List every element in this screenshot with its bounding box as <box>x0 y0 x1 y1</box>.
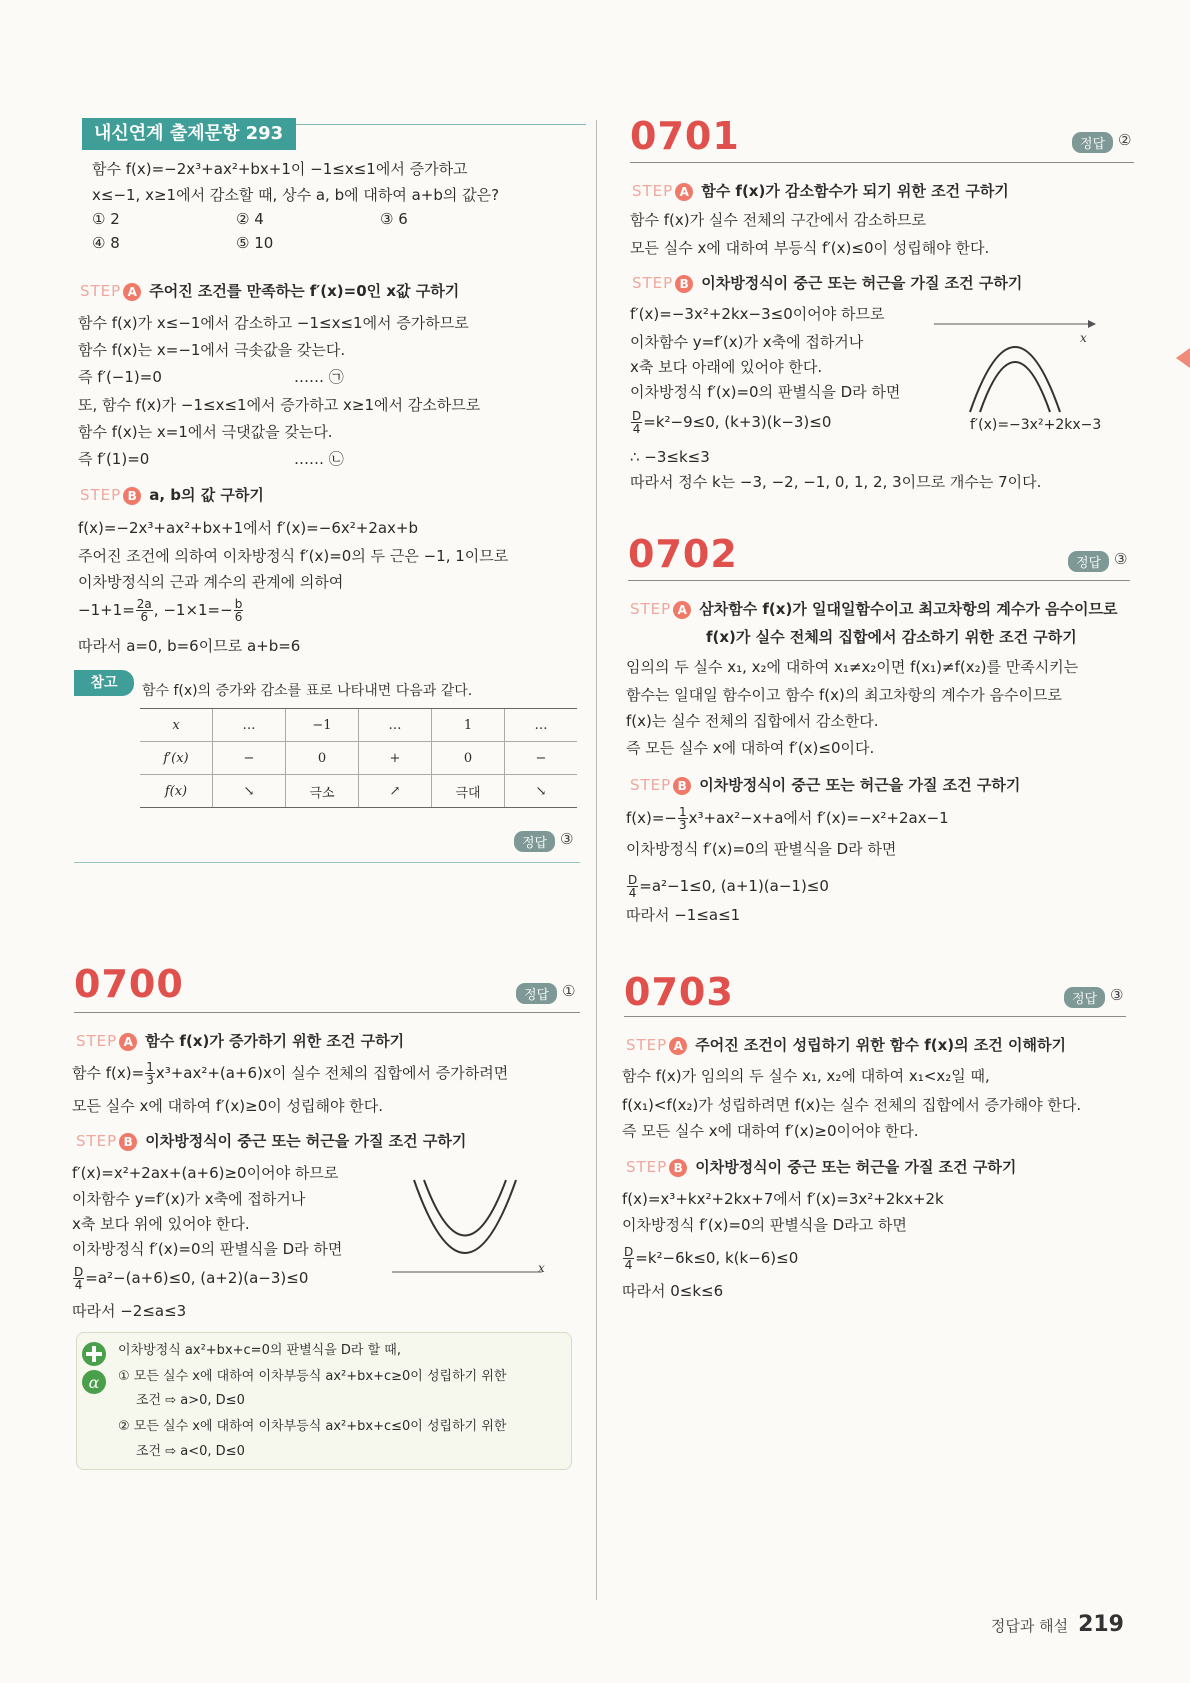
step-a-line: 또, 함수 f(x)가 −1≤x≤1에서 증가하고 x≥1에서 감소하므로 <box>78 396 481 414</box>
svg-text:α: α <box>88 1373 100 1392</box>
step-a-line: 즉 모든 실수 x에 대하여 f′(x)≤0이다. <box>626 739 875 757</box>
choice-4: ④ 8 <box>92 234 120 252</box>
step-a-line: 즉 모든 실수 x에 대하여 f′(x)≥0이어야 한다. <box>622 1122 919 1140</box>
tip-line: ① 모든 실수 x에 대하여 이차부등식 ax²+bx+c≥0이 성립하기 위한 <box>118 1369 507 1384</box>
problem-number: 0703 <box>624 970 734 1014</box>
table-cell: 0 <box>432 742 505 775</box>
table-cell: ↘ <box>213 775 286 808</box>
step-a-heading: STEP A 함수 f(x)가 감소함수가 되기 위한 조건 구하기 <box>632 182 1009 200</box>
step-b-heading: STEP B 이차방정식이 중근 또는 허근을 가질 조건 구하기 <box>76 1132 467 1150</box>
step-b-result: 따라서 정수 k는 −3, −2, −1, 0, 1, 2, 3이므로 개수는 7이다. <box>630 473 1042 491</box>
table-cell: f(x) <box>140 775 213 808</box>
plus-alpha-icon <box>80 1340 108 1400</box>
answer-label: 정답 <box>514 831 555 852</box>
badge-rule <box>296 124 586 125</box>
tip-line: 이차방정식 ax²+bx+c=0의 판별식을 D라 할 때, <box>118 1343 401 1358</box>
step-a-line: f(x₁)<f(x₂)가 성립하려면 f(x)는 실수 전체의 집합에서 증가해야 한다. <box>622 1096 1082 1114</box>
answer-value: ③ <box>1110 986 1124 1004</box>
section-rule <box>74 1012 580 1013</box>
step-a-line: 즉 f′(1)=0 <box>78 450 150 468</box>
answer-label: 정답 <box>1068 551 1109 572</box>
step-b-line: 주어진 조건에 의하여 이차방정식 f′(x)=0의 두 근은 −1, 1이므로 <box>78 547 509 565</box>
column-divider <box>596 120 597 1600</box>
table-cell: 극대 <box>432 775 505 808</box>
step-a-line: 함수 f(x)가 임의의 두 실수 x₁, x₂에 대하여 x₁<x₂일 때, <box>622 1067 990 1085</box>
answer-label: 정답 <box>516 983 557 1004</box>
step-a-line: 함수 f(x)가 실수 전체의 구간에서 감소하므로 <box>630 211 927 229</box>
step-b-line: f(x)=−2x³+ax²+bx+1에서 f′(x)=−6x²+2ax+b <box>78 519 419 537</box>
step-b-line: 따라서 a=0, b=6이므로 a+b=6 <box>78 637 301 655</box>
table-cell: − <box>213 742 286 775</box>
step-a-line: 함수 f(x)는 x=1에서 극댓값을 갖는다. <box>78 423 333 441</box>
upward-parabola-graph <box>390 1176 550 1276</box>
table-row <box>140 775 577 808</box>
step-a-line: f(x)는 실수 전체의 집합에서 감소한다. <box>626 712 879 730</box>
step-a-line: 함수 f(x)는 x=−1에서 극솟값을 갖는다. <box>78 341 346 359</box>
reference-tag: 참고 <box>74 670 134 696</box>
step-b-line: f(x)=x³+kx²+2kx+7에서 f′(x)=3x²+2kx+2k <box>622 1190 944 1208</box>
table-cell: f′(x) <box>140 742 213 775</box>
step-b-line: 이차방정식 f′(x)=0의 판별식을 D라 하면 <box>626 840 897 858</box>
vieta-line: −1+1= $\frac{2a}{6}$ , −1×1=− $\frac{b}{6}$ <box>78 597 243 624</box>
table-cell: … <box>359 709 432 742</box>
problem-number: 0700 <box>74 962 184 1006</box>
step-b-heading: STEP B 이차방정식이 중근 또는 허근을 가질 조건 구하기 <box>626 1158 1017 1176</box>
step-b-line: 이차방정식 f′(x)=0의 판별식을 D라 하면 <box>72 1240 343 1258</box>
step-b-line: 이차함수 y=f′(x)가 x축에 접하거나 <box>72 1190 306 1208</box>
step-a-heading-cont: f(x)가 실수 전체의 집합에서 감소하기 위한 조건 구하기 <box>706 628 1077 646</box>
graph-x-label: x <box>1080 331 1087 345</box>
problem-number: 0701 <box>630 114 740 158</box>
downward-parabola-graph <box>930 312 1100 422</box>
answer-value: ② <box>1118 131 1132 149</box>
table-row <box>140 709 577 742</box>
question-line-2: x≤−1, x≥1에서 감소할 때, 상수 a, b에 대하여 a+b의 값은? <box>92 186 500 204</box>
table-cell: ↘ <box>505 775 578 808</box>
table-cell: + <box>359 742 432 775</box>
step-b-line: f(x)=− $\frac{1}{3}$ x³+ax²−x+a에서 f′(x)=−x²+2ax−1 <box>626 805 949 832</box>
table-cell: − <box>505 742 578 775</box>
reference-text: 함수 f(x)의 증가와 감소를 표로 나타내면 다음과 같다. <box>142 683 473 699</box>
choice-3: ③ 6 <box>380 210 408 228</box>
table-row <box>140 742 577 775</box>
step-a-line: 임의의 두 실수 x₁, x₂에 대하여 x₁≠x₂이면 f(x₁)≠f(x₂)를 만족시키는 <box>626 658 1079 676</box>
table-cell: −1 <box>286 709 359 742</box>
table-cell: ↗ <box>359 775 432 808</box>
step-a-heading: STEP A 주어진 조건를 만족하는 f′(x)=0인 x값 구하기 <box>80 282 460 300</box>
step-a-heading: STEP A 함수 f(x)가 증가하기 위한 조건 구하기 <box>76 1032 405 1050</box>
step-b-range: ∴ −3≤k≤3 <box>630 448 710 466</box>
step-b-line: 이차방정식의 근과 계수의 관계에 의하여 <box>78 573 344 591</box>
table-cell: 1 <box>432 709 505 742</box>
section-rule <box>630 162 1134 163</box>
step-a-line: 함수 f(x)가 x≤−1에서 감소하고 −1≤x≤1에서 증가하므로 <box>78 314 469 332</box>
table-cell: x <box>140 709 213 742</box>
question-line-1: 함수 f(x)=−2x³+ax²+bx+1이 −1≤x≤1에서 증가하고 <box>92 160 468 178</box>
problem-badge: 내신연계 출제문항 293 <box>82 118 296 150</box>
step-b-line: 이차방정식 f′(x)=0의 판별식을 D라 하면 <box>630 383 901 401</box>
step-a-line: 모든 실수 x에 대하여 f′(x)≥0이 성립해야 한다. <box>72 1097 383 1115</box>
step-b-line: f′(x)=x²+2ax+(a+6)≥0이어야 하므로 <box>72 1164 339 1182</box>
step-a-line: 함수는 일대일 함수이고 함수 f(x)의 최고차항의 계수가 음수이므로 <box>626 686 1062 704</box>
step-b-heading: STEP B 이차방정식이 중근 또는 허근을 가질 조건 구하기 <box>632 274 1023 292</box>
discriminant-line: $\frac{D}{4}$ =k²−9≤0, (k+3)(k−3)≤0 <box>632 409 832 436</box>
choice-2: ② 4 <box>236 210 264 228</box>
step-b-line: f′(x)=−3x²+2kx−3≤0이어야 하므로 <box>630 305 885 323</box>
tip-line: ② 모든 실수 x에 대하여 이차부등식 ax²+bx+c≤0이 성립하기 위한 <box>118 1419 507 1434</box>
discriminant-line: $\frac{D}{4}$ =a²−1≤0, (a+1)(a−1)≤0 <box>628 873 829 900</box>
answer-label: 정답 <box>1064 987 1105 1008</box>
step-a-line: 함수 f(x)= $\frac{1}{3}$ x³+ax²+(a+6)x이 실수 전체의 집합에서 증가하려면 <box>72 1060 509 1087</box>
answer-label: 정답 <box>1072 132 1113 153</box>
table-cell: … <box>213 709 286 742</box>
section-rule <box>74 862 580 863</box>
step-a-heading: STEP A 삼차함수 f(x)가 일대일함수이고 최고차항의 계수가 음수이므로 <box>630 600 1118 618</box>
footer-label: 정답과 해설 <box>990 1617 1069 1635</box>
answer-value: ③ <box>560 830 574 848</box>
table-cell: … <box>505 709 578 742</box>
discriminant-line: $\frac{D}{4}$ =k²−6k≤0, k(k−6)≤0 <box>624 1245 799 1272</box>
answer-value: ① <box>562 982 576 1000</box>
discriminant-line: $\frac{D}{4}$ =a²−(a+6)≤0, (a+2)(a−3)≤0 <box>74 1265 309 1292</box>
graph-x-label: x <box>538 1261 545 1275</box>
step-a-line: 모든 실수 x에 대하여 부등식 f′(x)≤0이 성립해야 한다. <box>630 239 990 257</box>
step-b-heading: STEP B a, b의 값 구하기 <box>80 486 264 504</box>
section-rule <box>624 1016 1126 1017</box>
step-b-result: 따라서 −1≤a≤1 <box>626 906 741 924</box>
tip-line: 조건 ⇨ a<0, D≤0 <box>136 1444 245 1459</box>
step-b-line: 이차방정식 f′(x)=0의 판별식을 D라고 하면 <box>622 1216 907 1234</box>
step-b-line: x축 보다 아래에 있어야 한다. <box>630 358 823 376</box>
table-cell: 0 <box>286 742 359 775</box>
increase-decrease-table <box>140 708 577 808</box>
step-b-result: 따라서 −2≤a≤3 <box>72 1302 187 1320</box>
table-cell: 극소 <box>286 775 359 808</box>
step-a-line: 즉 f′(−1)=0 <box>78 368 162 386</box>
choice-1: ① 2 <box>92 210 120 228</box>
page-footer <box>991 1612 1124 1637</box>
page-number: 219 <box>1078 1612 1124 1637</box>
page-tab-accent <box>1176 348 1190 368</box>
choice-5: ⑤ 10 <box>236 234 274 252</box>
equation-tag: …… ㉡ <box>294 450 344 468</box>
answer-value: ③ <box>1114 550 1128 568</box>
step-b-heading: STEP B 이차방정식이 중근 또는 허근을 가질 조건 구하기 <box>630 776 1021 794</box>
tip-line: 조건 ⇨ a>0, D≤0 <box>136 1393 245 1408</box>
step-a-heading: STEP A 주어진 조건이 성립하기 위한 함수 f(x)의 조건 이해하기 <box>626 1036 1066 1054</box>
problem-number: 0702 <box>628 532 738 576</box>
section-rule <box>628 580 1130 581</box>
step-b-result: 따라서 0≤k≤6 <box>622 1282 724 1300</box>
step-b-line: x축 보다 위에 있어야 한다. <box>72 1215 250 1233</box>
equation-tag: …… ㉠ <box>294 368 344 386</box>
graph-label: f′(x)=−3x²+2kx−3 <box>970 417 1102 433</box>
step-b-line: 이차함수 y=f′(x)가 x축에 접하거나 <box>630 333 864 351</box>
